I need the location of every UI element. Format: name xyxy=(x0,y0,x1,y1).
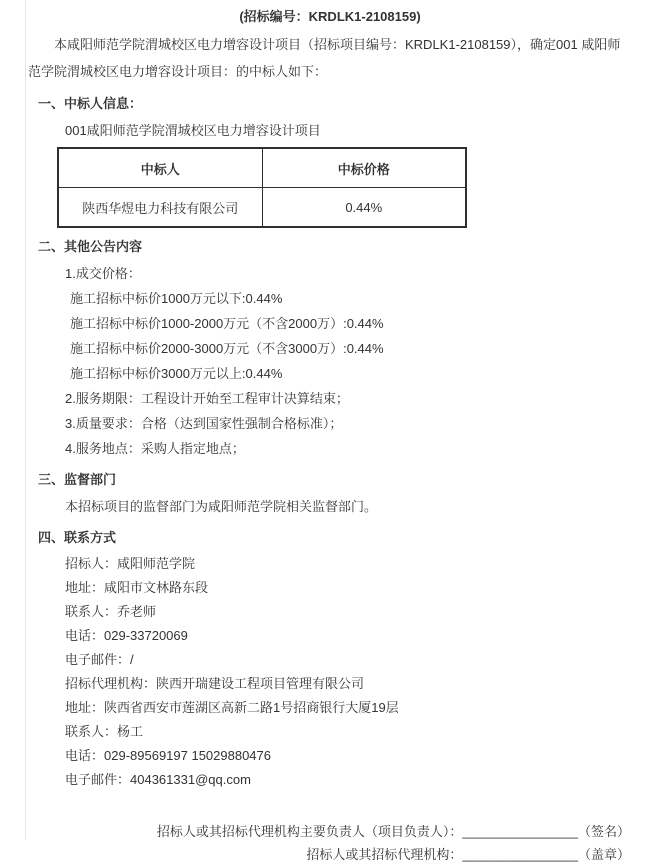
winner-table-header-row xyxy=(58,148,466,188)
page-left-border xyxy=(25,0,26,840)
contact-agency-email: 电子邮件：404361331@qq.com xyxy=(65,772,251,787)
quality-requirement-item: 3.质量要求：合格（达到国家性强制合格标准）； xyxy=(65,416,343,431)
section-heading-supervision: 三、监督部门 xyxy=(38,472,117,487)
supervision-body: 本招标项目的监督部门为咸阳师范学院相关监督部门。 xyxy=(65,499,378,514)
contact-bidder: 招标人：咸阳师范学院 xyxy=(65,556,196,571)
section-heading-other-content: 二、其他公告内容 xyxy=(38,239,143,254)
section-heading-winner-info: 一、中标人信息： xyxy=(38,96,143,111)
project-name: 001咸阳师范学院渭城校区电力增容设计项目 xyxy=(65,123,321,138)
signature-block xyxy=(28,820,632,866)
winner-table xyxy=(57,147,467,228)
signature-line-agency-seal: 招标人或其招标代理机构：________________（盖章） xyxy=(306,847,630,862)
service-location-item: 4.服务地点：采购人指定地点； xyxy=(65,441,245,456)
price-tier-item-2: 施工招标中标价1000-2000万元（不含2000万）:0.44% xyxy=(70,316,384,331)
winner-table-row xyxy=(58,188,466,228)
winner-price-cell: 0.44% xyxy=(262,188,466,228)
signature-line-responsible-person: 招标人或其招标代理机构主要负责人（项目负责人）：________________（签名） xyxy=(156,824,630,839)
deal-price-label: 1.成交价格： xyxy=(65,266,141,281)
contact-bidder-address: 地址：咸阳市文林路东段 xyxy=(65,580,209,595)
price-tier-item-4: 施工招标中标价3000万元以上:0.44% xyxy=(70,366,283,381)
section-heading-contact: 四、联系方式 xyxy=(38,530,117,545)
price-tier-item-3: 施工招标中标价2000-3000万元（不含3000万）:0.44% xyxy=(70,341,384,356)
intro-paragraph: 本咸阳师范学院渭城校区电力增容设计项目（招标项目编号：KRDLK1-2108159），确定001 咸阳师范学院渭城校区电力增容设计项目：的中标人如下： xyxy=(28,37,621,79)
winner-name-cell: 陕西华煜电力科技有限公司 xyxy=(58,188,262,228)
contact-bidder-person: 联系人：乔老师 xyxy=(65,604,157,619)
contact-bidder-email: 电子邮件：/ xyxy=(65,652,134,667)
contact-agency-address: 地址：陕西省西安市莲湖区高新二路1号招商银行大厦19层 xyxy=(65,700,399,715)
doc-title: (招标编号：KRDLK1-2108159) xyxy=(239,9,421,24)
service-period-item: 2.服务期限：工程设计开始至工程审计决算结束； xyxy=(65,391,349,406)
contact-agency: 招标代理机构：陕西开瑞建设工程项目管理有限公司 xyxy=(65,676,365,691)
contact-agency-person: 联系人：杨工 xyxy=(65,724,144,739)
winner-table-header-price: 中标价格 xyxy=(262,148,466,188)
contact-bidder-phone: 电话：029-33720069 xyxy=(65,628,188,643)
winner-table-header-bidder: 中标人 xyxy=(58,148,262,188)
price-tier-item-1: 施工招标中标价1000万元以下:0.44% xyxy=(70,291,283,306)
contact-agency-phone: 电话：029-89569197 15029880476 xyxy=(65,748,272,763)
